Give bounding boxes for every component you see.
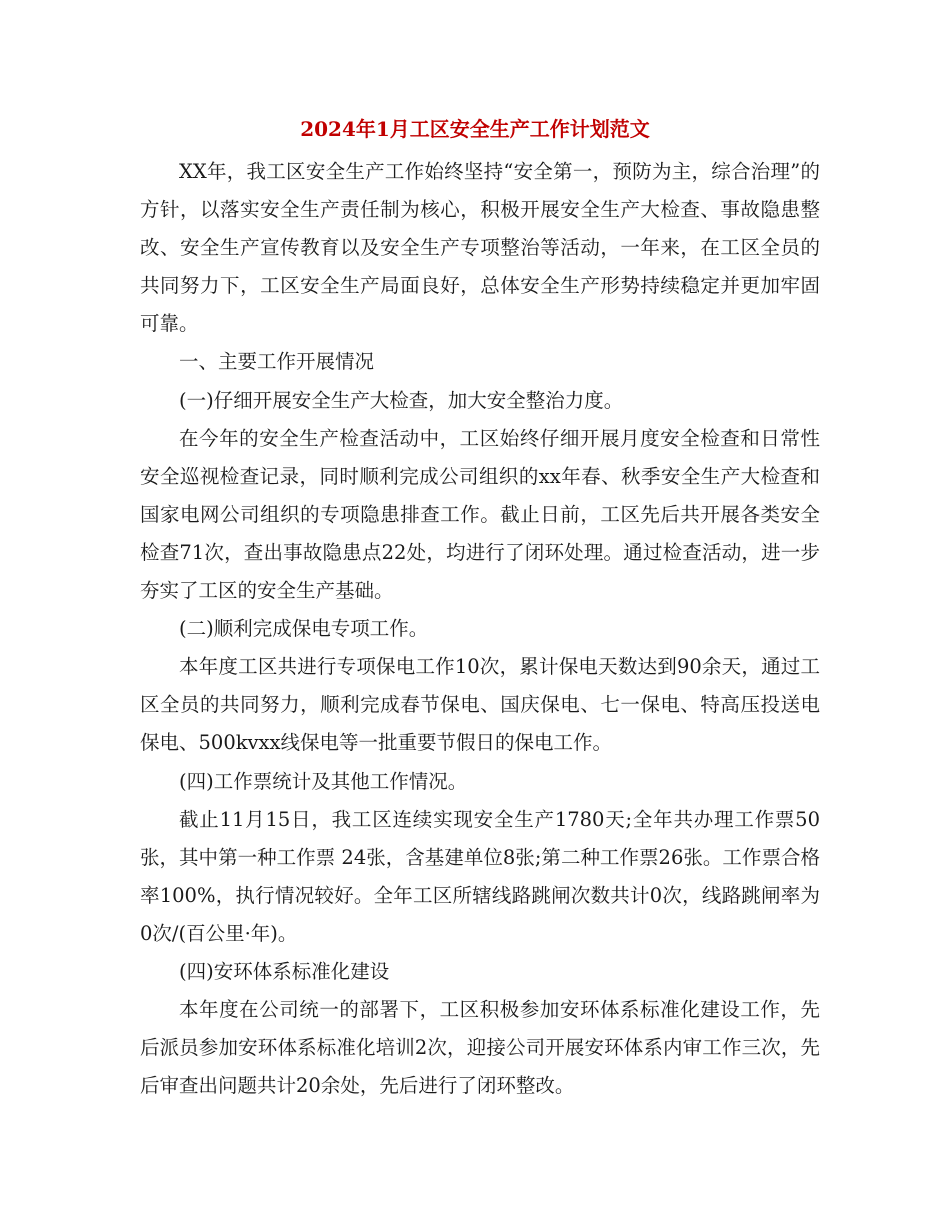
subheading-work-ticket-stats: (四)工作票统计及其他工作情况。	[179, 769, 468, 793]
paragraph-standardization: 本年度在公司统一的部署下，工区积极参加安环体系标准化建设工作，先后派员参加安环体系标准化培训2次，迎接公司开展安环体系内审工作三次，先后审查出问题共计20余处，先后进行了闭环整改。	[140, 998, 820, 1098]
paragraph-safety-inspection: 在今年的安全生产检查活动中，工区始终仔细开展月度安全检查和日常性安全巡视检查记录，同时顺利完成公司组织的xx年春、秋季安全生产大检查和国家电网公司组织的专项隐患排查工作。截止日前，工区先后共开展各类安全检查71次，查出事故隐患点22处，均进行了闭环处理。通过检查活动，进一步夯实了工区的安全生产基础。	[140, 426, 820, 603]
paragraph-work-ticket-stats: 截止11月15日，我工区连续实现安全生产1780天;全年共办理工作票50张，其中第一种工作票 24张，含基建单位8张;第二种工作票26张。工作票合格率100%，执行情况较好。全年工区所辖线路跳闸次数共计0次，线路跳闸率为0次/(百公里·年)。	[140, 807, 820, 945]
subheading-standardization: (四)安环体系标准化建设	[179, 959, 390, 983]
paragraph-power-supply-guarantee: 本年度工区共进行专项保电工作10次，累计保电天数达到90余天，通过工区全员的共同努力，顺利完成春节保电、国庆保电、七一保电、特高压投送电保电、500kvxx线保电等一批重要节假日的保电工作。	[140, 655, 820, 755]
document-title: 2024年1月工区安全生产工作计划范文	[300, 117, 650, 141]
section-heading-main-work: 一、主要工作开展情况	[179, 350, 375, 374]
document-body	[140, 153, 820, 1105]
subheading-power-supply-guarantee: (二)顺利完成保电专项工作。	[179, 617, 429, 641]
subheading-safety-inspection: (一)仔细开展安全生产大检查，加大安全整治力度。	[179, 388, 624, 412]
paragraph-intro: XX年，我工区安全生产工作始终坚持“安全第一，预防为主，综合治理”的方针，以落实安全生产责任制为核心，积极开展安全生产大检查、事故隐患整改、安全生产宣传教育以及安全生产专项整治等活动，一年来，在工区全员的共同努力下，工区安全生产局面良好，总体安全生产形势持续稳定并更加牢固可靠。	[140, 160, 820, 336]
